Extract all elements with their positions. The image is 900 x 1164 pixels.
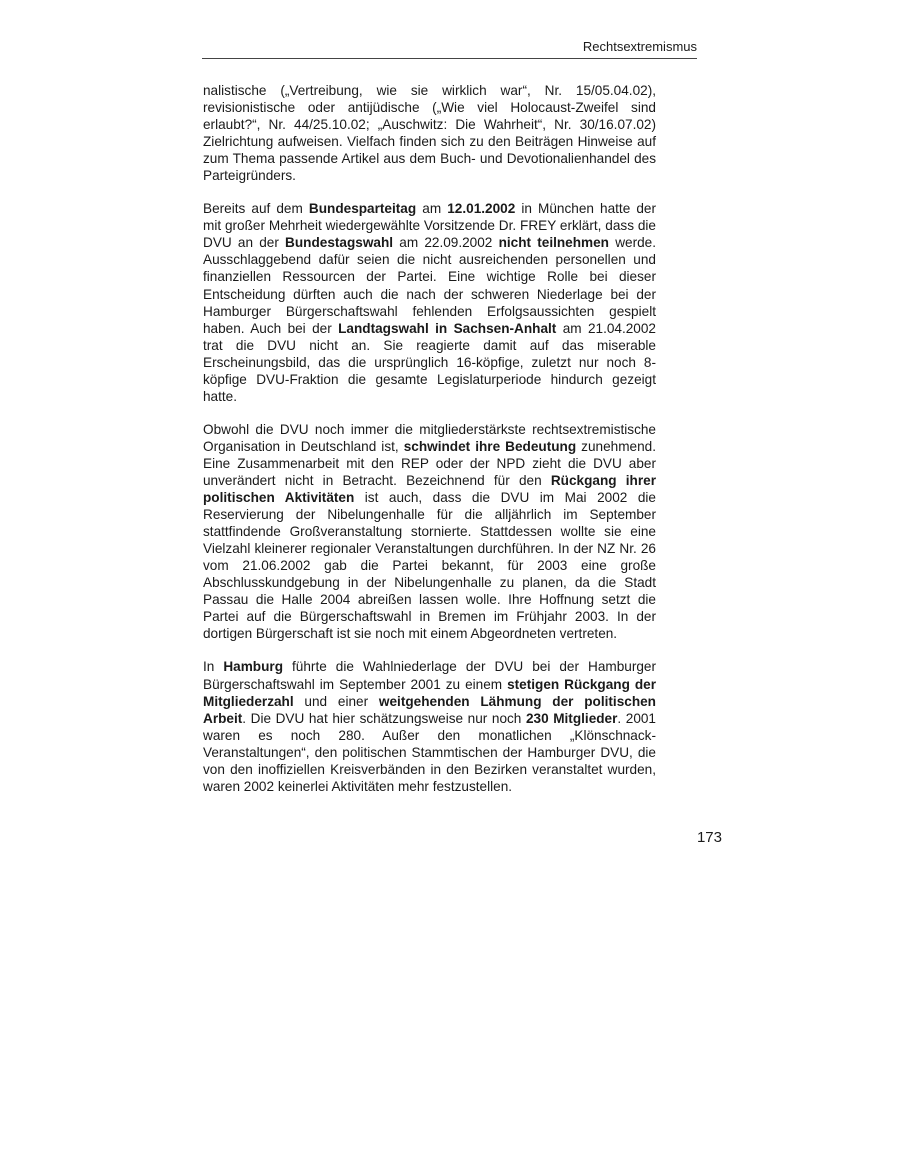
bold-term: 12.01.2002 xyxy=(447,201,516,217)
text-segment: am 21.04.2002 trat die DVU nicht an. Sie reagierte damit auf das miserable Erscheinungsbild, das die ursprünglich 16-köpfige, zuletzt nur noch 8-köpfige DVU-Fraktion die gesamte Legislaturperiode hindurch gezeigt hatte. xyxy=(203,320,656,404)
text-segment: in München hatte der mit großer Mehrheit wiedergewählte Vorsitzende Dr. FREY erklärt, dass die DVU an der xyxy=(203,201,657,251)
bold-term: Hamburg xyxy=(223,659,284,675)
text-segment: In xyxy=(203,659,224,675)
text-segment: am xyxy=(416,201,448,217)
text-segment: zunehmend. Eine Zusammenarbeit mit den REP oder der NPD zieht die DVU aber unverändert nicht in Betracht. Bezeichnend für den xyxy=(203,438,656,488)
text-segment: und einer xyxy=(293,693,379,709)
text-segment: nalistische („Vertreibung, wie sie wirklich war“, Nr. 15/05.04.02), revisionistische oder antijüdische („Wie viel Holocaust-Zweifel sind erlaubt?“, Nr. 44/25.10.02; „Auschwitz: Die Wahrheit“, Nr. 30/16.07.02) Zielrichtung aufweisen. Vielfach finden sich zu den Beiträgen Hinweise auf zum Thema passende Artikel aus dem Buch- und Devotionalienhandel des Parteigründers. xyxy=(203,83,656,184)
text-segment: ist auch, dass die DVU im Mai 2002 die Reservierung der Nibelungenhalle für die alljährlich im September stattfindende Großveranstaltung stornierte. Stattdessen wollte sie eine Vielzahl kleinerer regionaler Veranstaltungen durchführen. In der NZ Nr. 26 vom 21.06.2002 gab die Partei bekannt, für 2003 eine große Abschlusskundgebung in der Nibelungenhalle zu planen, da die Stadt Passau die Halle 2004 abreißen lassen wolle. Ihre Hoffnung setzt die Partei auf die Bürgerschaftswahl in Bremen im Frühjahr 2003. In der dortigen Bürgerschaft ist sie noch mit einem Abgeordneten vertreten. xyxy=(203,490,656,642)
paragraph-3 xyxy=(203,421,656,643)
bold-term: stetigen Rückgang der Mitgliederzahl xyxy=(203,676,656,709)
bold-term: schwindet ihre Bedeutung xyxy=(403,438,577,454)
running-header: Rechtsextremismus xyxy=(202,38,697,59)
bold-term: Rückgang ihrer politischen Aktivitäten xyxy=(203,472,656,506)
body-text xyxy=(203,82,656,811)
text-segment: Bereits auf dem xyxy=(203,201,309,217)
bold-term: weitgehenden Lähmung der politischen Arbeit xyxy=(203,693,656,726)
text-segment: werde. Ausschlaggebend dafür seien die nicht ausreichenden personellen und finanziellen Ressourcen der Partei. Eine wichtige Rolle bei dieser Entscheidung dürften auch die nach der schweren Niederlage bei der Hamburger Bürgerschaftswahl fehlenden Erfolgsaussichten gespielt haben. Auch bei der xyxy=(203,235,656,336)
text-segment: Obwohl die DVU noch immer die mitgliederstärkste rechtsextremistische Organisation in Deutschland ist, xyxy=(203,421,656,454)
paragraph-4 xyxy=(203,658,656,794)
bold-term: Bundesparteitag xyxy=(308,201,417,217)
text-segment: . 2001 waren es noch 280. Außer den monatlichen „Klönschnack-Veranstaltungen“, den politischen Stammtischen der Hamburger DVU, die von den inoffiziellen Kreisverbänden in den Bezirken veranstaltet wurden, waren 2002 keinerlei Aktivitäten mehr festzustellen. xyxy=(203,710,656,794)
paragraph-2 xyxy=(203,200,656,405)
bold-term: Bundestagswahl xyxy=(285,235,394,251)
page-number: 173 xyxy=(696,829,722,846)
paragraph-1 xyxy=(203,82,656,184)
bold-term: Landtagswahl in Sachsen-Anhalt xyxy=(338,320,557,336)
bold-term: 230 Mitglieder xyxy=(525,710,618,726)
text-segment: . Die DVU hat hier schätzungsweise nur noch xyxy=(242,710,526,726)
text-segment: führte die Wahlniederlage der DVU bei der Hamburger Bürgerschaftswahl im September 2001 zu einem xyxy=(203,659,656,692)
text-segment: am 22.09.2002 xyxy=(393,235,499,251)
bold-term: nicht teilnehmen xyxy=(498,235,609,251)
